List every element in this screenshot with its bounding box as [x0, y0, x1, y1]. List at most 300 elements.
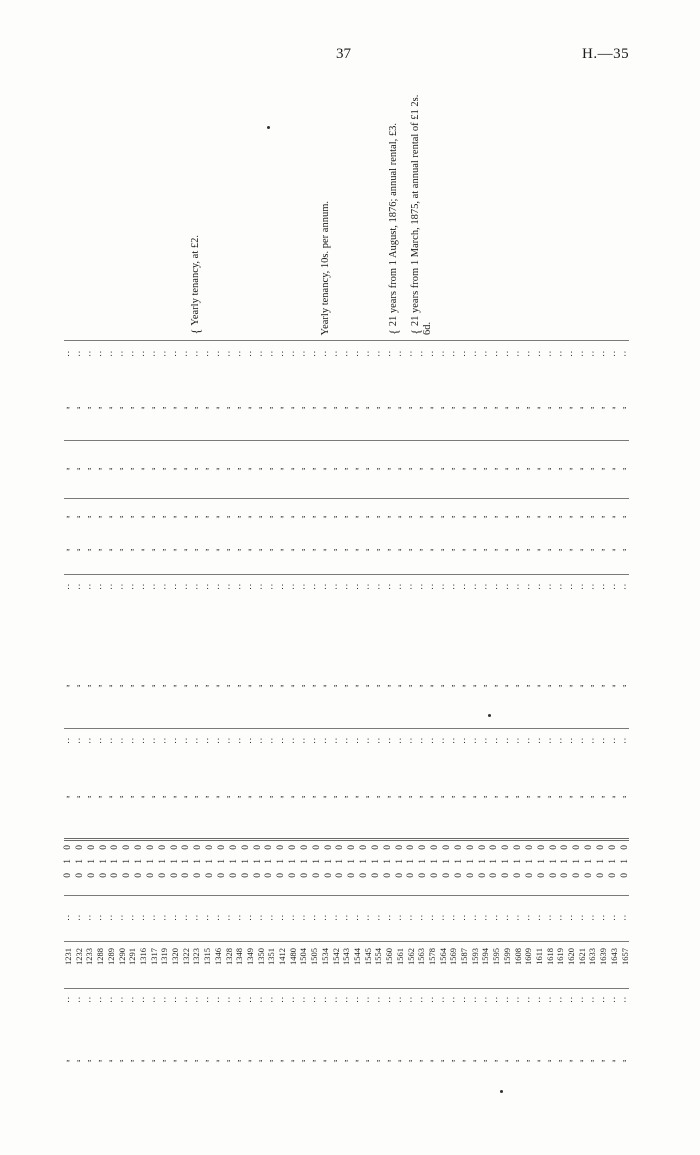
area-acres-cell: 0 [619, 845, 630, 850]
dots-mark: : [334, 735, 337, 745]
ditto-mark: „ [130, 1054, 134, 1063]
ditto-mark: „ [87, 679, 92, 688]
ditto-mark: „ [440, 401, 445, 410]
ditto-mark: „ [579, 462, 584, 471]
dots-mark: : [345, 581, 348, 591]
dots-mark: : [420, 912, 422, 922]
dots-mark: : [217, 912, 219, 922]
dots-mark: : [602, 735, 604, 745]
ditto-mark: „ [440, 510, 445, 519]
section-number-cell: 1346 [212, 948, 223, 965]
ditto-mark: „ [280, 1054, 284, 1063]
dots-mark: : [559, 994, 562, 1004]
ditto-mark: „ [579, 1054, 584, 1063]
ditto-mark: „ [162, 462, 167, 471]
ditto-mark: „ [558, 462, 563, 471]
ditto-mark: „ [355, 1054, 359, 1063]
ditto-mark: „ [622, 790, 627, 799]
dots-mark: : [131, 912, 133, 922]
dots-mark: : [259, 735, 262, 745]
ditto-mark: „ [141, 543, 145, 552]
dots-mark: : [345, 994, 348, 1004]
dots-mark: : [613, 348, 615, 358]
rule-3 [64, 498, 629, 499]
dots-mark: : [516, 735, 519, 745]
dots-mark: : [399, 912, 401, 922]
ditto-mark: „ [205, 462, 209, 471]
ditto-mark: „ [515, 543, 520, 552]
ditto-mark: „ [194, 462, 199, 471]
dots-mark: : [77, 581, 80, 591]
ditto-mark: „ [76, 510, 81, 519]
dots-mark: : [409, 994, 412, 1004]
ditto-mark: „ [333, 510, 338, 519]
dots-mark: : [409, 735, 412, 745]
ditto-mark: „ [505, 462, 509, 471]
dots-mark: : [366, 581, 369, 591]
area-acres-cell: 0 [86, 845, 97, 850]
dots-mark: : [366, 735, 369, 745]
dots-mark: : [420, 348, 422, 358]
dots-mark: : [409, 581, 412, 591]
area-roods-cell: 1 [453, 859, 464, 864]
note-brace: { [408, 328, 423, 335]
ditto-mark: „ [590, 1054, 595, 1063]
ditto-mark: „ [301, 1054, 306, 1063]
ditto-mark: „ [183, 462, 188, 471]
area-acres-cell: 0 [418, 845, 429, 850]
ditto-mark: „ [376, 1054, 381, 1063]
ditto-mark: „ [451, 543, 456, 552]
ditto-mark: „ [398, 510, 402, 519]
area-roods-cell: 1 [394, 859, 405, 864]
ditto-mark: „ [398, 679, 402, 688]
dots-mark: : [345, 348, 348, 358]
row-area-roods [64, 859, 629, 864]
ditto-mark: „ [141, 462, 145, 471]
dots-mark: : [77, 912, 80, 922]
dots-mark: : [388, 912, 390, 922]
ditto-mark: „ [462, 462, 466, 471]
ditto-mark: „ [494, 510, 498, 519]
dots-mark: : [527, 994, 529, 1004]
ditto-mark: „ [183, 679, 188, 688]
dots-mark: : [623, 735, 626, 745]
dots-mark: : [206, 348, 208, 358]
section-number-cell: 1599 [501, 948, 512, 965]
ditto-mark: „ [76, 401, 81, 410]
ditto-mark: „ [387, 510, 391, 519]
dots-mark: : [484, 912, 487, 922]
dots-mark: : [174, 581, 176, 591]
ditto-mark: „ [472, 543, 477, 552]
ditto-mark: „ [205, 510, 209, 519]
dots-mark: : [120, 735, 123, 745]
dots-mark: : [206, 912, 208, 922]
section-number-cell: 1569 [448, 948, 459, 965]
ditto-mark: „ [365, 401, 370, 410]
dots-mark: : [184, 581, 187, 591]
ditto-mark: „ [612, 510, 616, 519]
section-number-cell: 1232 [73, 948, 84, 965]
area-perches-cell: 0 [418, 873, 429, 878]
document-reference: H.—35 [582, 46, 630, 62]
ditto-mark: „ [66, 790, 70, 799]
ditto-mark: „ [333, 790, 338, 799]
ditto-mark: „ [355, 679, 359, 688]
dots-mark: : [377, 581, 380, 591]
ditto-mark: „ [601, 401, 605, 410]
ditto-mark: „ [119, 790, 124, 799]
dots-mark: : [152, 735, 155, 745]
dots-mark: : [409, 912, 412, 922]
dots-mark: : [88, 348, 91, 358]
ink-speck [500, 1090, 503, 1093]
section-number-cell: 1505 [309, 948, 320, 965]
area-acres-cell: 0 [501, 845, 512, 850]
section-number-cell: 1633 [587, 948, 598, 965]
dots-mark: : [548, 912, 551, 922]
ditto-mark: „ [183, 510, 188, 519]
ditto-mark: „ [173, 1054, 177, 1063]
dots-mark: : [302, 994, 305, 1004]
ditto-mark: „ [387, 462, 391, 471]
dots-mark: : [334, 912, 337, 922]
ditto-mark: „ [537, 401, 541, 410]
dots-mark: : [613, 581, 615, 591]
ditto-mark: „ [162, 543, 167, 552]
ditto-mark: „ [344, 462, 349, 471]
area-perches-cell: 0 [536, 873, 547, 878]
dots-mark: : [110, 912, 112, 922]
ditto-mark: „ [280, 401, 284, 410]
ditto-mark: „ [419, 790, 423, 799]
dots-mark: : [527, 581, 529, 591]
ditto-mark: „ [98, 790, 102, 799]
ditto-mark: „ [419, 462, 423, 471]
ditto-mark: „ [558, 1054, 563, 1063]
ditto-mark: „ [66, 543, 70, 552]
ditto-mark: „ [387, 679, 391, 688]
area-roods-cell: 1 [359, 859, 370, 864]
ditto-mark: „ [440, 790, 445, 799]
ditto-mark: „ [612, 790, 616, 799]
area-acres-cell: 0 [453, 845, 464, 850]
dots-mark: : [388, 994, 390, 1004]
dots-mark: : [217, 581, 219, 591]
ditto-mark: „ [612, 679, 616, 688]
dots-mark: : [613, 994, 615, 1004]
dots-mark: : [538, 348, 540, 358]
ditto-mark: „ [258, 1054, 263, 1063]
dots-mark: : [495, 581, 497, 591]
ditto-mark: „ [365, 543, 370, 552]
area-perches-cell: 0 [453, 873, 464, 878]
dots-mark: : [206, 735, 208, 745]
dots-mark: : [259, 994, 262, 1004]
ditto-mark: „ [258, 401, 263, 410]
ditto-mark: „ [398, 462, 402, 471]
ditto-mark: „ [376, 462, 381, 471]
ditto-mark: „ [66, 679, 70, 688]
ditto-mark: „ [494, 462, 498, 471]
row-ditto-1 [64, 401, 629, 411]
section-number-cell: 1560 [384, 948, 395, 965]
ditto-mark: „ [173, 510, 177, 519]
ditto-mark: „ [526, 401, 531, 410]
dots-mark: : [152, 348, 155, 358]
area-roods-cell: 1 [524, 859, 535, 864]
dots-mark: : [334, 348, 337, 358]
dots-mark: : [238, 581, 240, 591]
rule-4 [64, 574, 629, 575]
ditto-mark: „ [612, 401, 616, 410]
dots-mark: : [77, 348, 80, 358]
ditto-mark: „ [376, 510, 381, 519]
ditto-mark: „ [151, 462, 156, 471]
section-number-cell: 1480 [287, 948, 298, 965]
ditto-mark: „ [440, 679, 445, 688]
dots-mark: : [174, 348, 176, 358]
dots-mark: : [142, 994, 144, 1004]
ditto-mark: „ [376, 790, 381, 799]
ditto-mark: „ [237, 790, 242, 799]
ditto-mark: „ [622, 1054, 627, 1063]
dots-mark: : [516, 581, 519, 591]
area-acres-cell: 0 [572, 845, 583, 850]
row-dots-2 [64, 581, 629, 591]
area-acres-cell: 0 [205, 845, 216, 850]
ditto-mark: „ [462, 679, 466, 688]
row-ditto-4 [64, 543, 629, 553]
rule-8 [64, 988, 629, 989]
ditto-mark: „ [408, 462, 413, 471]
dots-mark: : [238, 735, 240, 745]
area-acres-cell: 0 [74, 845, 85, 850]
ditto-mark: „ [472, 790, 477, 799]
area-roods-cell: 1 [193, 859, 204, 864]
dots-mark: : [431, 348, 433, 358]
dots-mark: : [142, 912, 144, 922]
ditto-mark: „ [515, 679, 520, 688]
ditto-mark: „ [119, 401, 124, 410]
dots-mark: : [120, 348, 123, 358]
section-number-cell: 1504 [298, 948, 309, 965]
section-number-cell: 1564 [437, 948, 448, 965]
ditto-mark: „ [173, 679, 177, 688]
dots-mark: : [538, 735, 540, 745]
dots-mark: : [356, 735, 358, 745]
ditto-mark: „ [526, 679, 531, 688]
area-acres-cell: 0 [98, 845, 109, 850]
row-ditto-3 [64, 510, 629, 520]
dots-mark: : [377, 994, 380, 1004]
ditto-mark: „ [119, 679, 124, 688]
dots-mark: : [334, 994, 337, 1004]
ditto-mark: „ [483, 679, 488, 688]
ditto-mark: „ [248, 510, 252, 519]
ditto-mark: „ [365, 510, 370, 519]
ditto-mark: „ [494, 1054, 498, 1063]
ditto-mark: „ [248, 543, 252, 552]
ditto-mark: „ [130, 679, 134, 688]
dots-mark: : [270, 735, 273, 745]
ditto-mark: „ [290, 462, 295, 471]
area-roods-cell: 1 [74, 859, 85, 864]
area-roods-cell: 1 [595, 859, 606, 864]
area-perches-cell: 0 [572, 873, 583, 878]
dots-mark: : [366, 994, 369, 1004]
row-section-numbers [64, 948, 629, 988]
dots-mark: : [281, 912, 283, 922]
dots-mark: : [313, 912, 315, 922]
area-roods-cell: 1 [536, 859, 547, 864]
ditto-mark: „ [622, 401, 627, 410]
area-roods-cell: 1 [86, 859, 97, 864]
ditto-mark: „ [569, 543, 573, 552]
ditto-mark: „ [323, 510, 327, 519]
ditto-mark: „ [87, 401, 92, 410]
ditto-mark: „ [472, 1054, 477, 1063]
dots-mark: : [623, 994, 626, 1004]
dots-mark: : [99, 348, 101, 358]
ditto-mark: „ [408, 679, 413, 688]
ditto-mark: „ [408, 543, 413, 552]
ditto-mark: „ [87, 462, 92, 471]
section-number-cell: 1619 [555, 948, 566, 965]
area-roods-cell: 1 [169, 859, 180, 864]
dots-mark: : [473, 994, 476, 1004]
ditto-mark: „ [269, 510, 274, 519]
dots-mark: : [249, 912, 251, 922]
ditto-mark: „ [344, 1054, 349, 1063]
dots-mark: : [559, 912, 562, 922]
area-roods-cell: 1 [240, 859, 251, 864]
area-acres-cell: 0 [216, 845, 227, 850]
ditto-mark: „ [183, 401, 188, 410]
area-roods-cell: 1 [205, 859, 216, 864]
ditto-mark: „ [323, 679, 327, 688]
dots-mark: : [142, 581, 144, 591]
ditto-mark: „ [130, 543, 134, 552]
area-acres-cell: 0 [311, 845, 322, 850]
area-roods-cell: 1 [228, 859, 239, 864]
area-perches-cell: 0 [240, 873, 251, 878]
ditto-mark: „ [451, 462, 456, 471]
ditto-mark: „ [216, 790, 220, 799]
dots-mark: : [538, 912, 540, 922]
dots-mark: : [602, 912, 604, 922]
section-number-cell: 1316 [137, 948, 148, 965]
ditto-mark: „ [365, 790, 370, 799]
ditto-mark: „ [419, 1054, 423, 1063]
ditto-mark: „ [312, 510, 316, 519]
section-number-cell: 1317 [148, 948, 159, 965]
ditto-mark: „ [547, 462, 552, 471]
dots-mark: : [67, 994, 69, 1004]
ditto-mark: „ [216, 401, 220, 410]
row-dots-3 [64, 735, 629, 745]
area-roods-cell: 1 [335, 859, 346, 864]
ditto-mark: „ [547, 679, 552, 688]
ditto-mark: „ [462, 401, 466, 410]
ditto-mark: „ [237, 1054, 242, 1063]
area-acres-cell: 0 [406, 845, 417, 850]
ditto-mark: „ [483, 462, 488, 471]
ditto-mark: „ [226, 1054, 231, 1063]
dots-mark: : [174, 994, 176, 1004]
ditto-mark: „ [280, 510, 284, 519]
ditto-mark: „ [355, 401, 359, 410]
area-perches-cell: 0 [74, 873, 85, 878]
dots-mark: : [249, 581, 251, 591]
dots-mark: : [548, 348, 551, 358]
ditto-mark: „ [344, 510, 349, 519]
dots-mark: : [570, 581, 572, 591]
ditto-mark: „ [558, 401, 563, 410]
section-number-cell: 1543 [341, 948, 352, 965]
ditto-mark: „ [333, 1054, 338, 1063]
area-perches-cell: 0 [607, 873, 618, 878]
area-perches-cell: 0 [288, 873, 299, 878]
ditto-mark: „ [601, 462, 605, 471]
ditto-mark: „ [76, 543, 81, 552]
ditto-mark: „ [408, 790, 413, 799]
ditto-mark: „ [526, 543, 531, 552]
dots-mark: : [623, 348, 626, 358]
row-dots-4 [64, 912, 629, 922]
area-acres-cell: 0 [560, 845, 571, 850]
dots-mark: : [580, 348, 583, 358]
dots-mark: : [495, 912, 497, 922]
dots-mark: : [238, 912, 240, 922]
ditto-mark: „ [162, 510, 167, 519]
ditto-mark: „ [419, 679, 423, 688]
ditto-mark: „ [109, 679, 113, 688]
ditto-mark: „ [269, 679, 274, 688]
area-perches-cell: 0 [98, 873, 109, 878]
dots-mark: : [88, 735, 91, 745]
row-ditto-5 [64, 679, 629, 689]
dots-mark: : [163, 348, 166, 358]
dots-mark: : [227, 994, 230, 1004]
ditto-mark: „ [472, 462, 477, 471]
dots-mark: : [195, 348, 198, 358]
dots-mark: : [441, 581, 444, 591]
ditto-mark: „ [547, 1054, 552, 1063]
area-acres-cell: 0 [288, 845, 299, 850]
ditto-mark: „ [483, 510, 488, 519]
dots-mark: : [67, 735, 69, 745]
dots-mark: : [163, 912, 166, 922]
area-acres-cell: 0 [536, 845, 547, 850]
ditto-mark: „ [569, 462, 573, 471]
dots-mark: : [591, 912, 594, 922]
ditto-mark: „ [612, 1054, 616, 1063]
dots-mark: : [174, 735, 176, 745]
dots-mark: : [77, 994, 80, 1004]
section-number-cell: 1639 [598, 948, 609, 965]
dots-mark: : [184, 735, 187, 745]
rule-7 [64, 941, 629, 942]
area-acres-cell: 0 [169, 845, 180, 850]
ditto-mark: „ [312, 1054, 316, 1063]
ditto-mark: „ [344, 679, 349, 688]
ditto-mark: „ [494, 543, 498, 552]
dots-mark: : [591, 348, 594, 358]
ditto-mark: „ [66, 1054, 70, 1063]
dots-mark: : [67, 912, 69, 922]
